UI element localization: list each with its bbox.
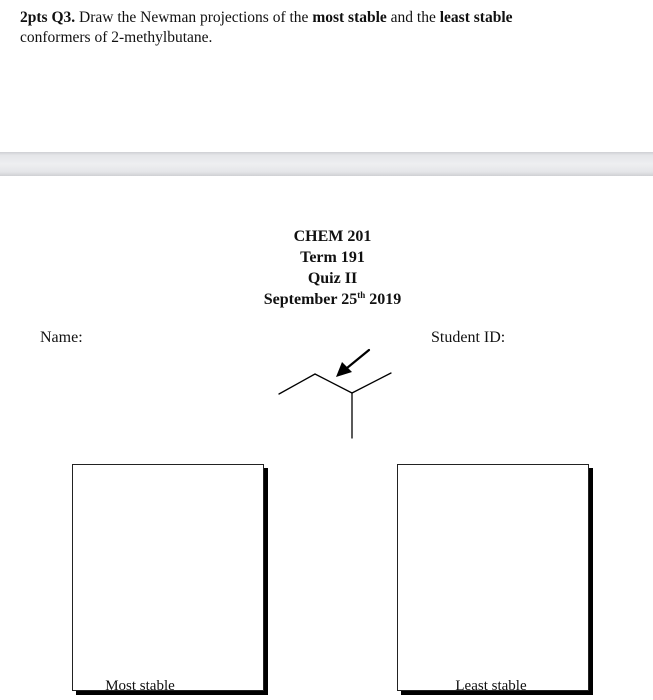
question-text-part-3: conformers of 2-methylbutane. <box>20 29 213 46</box>
methylbutane-skeletal-structure <box>270 340 400 445</box>
date-ordinal-suffix: th <box>357 290 366 300</box>
most-stable-answer-box[interactable] <box>72 464 264 691</box>
least-stable-caption: Least stable <box>455 678 527 694</box>
term-label: Term 191 <box>300 249 365 266</box>
question-emphasis-least-stable: least stable <box>439 9 513 26</box>
question-emphasis-most-stable: most stable <box>312 9 387 26</box>
quiz-label: Quiz II <box>307 270 358 287</box>
student-id-label: Student ID: <box>431 329 506 346</box>
question-number: Q3. <box>51 9 76 26</box>
date-year: 2019 <box>369 291 402 308</box>
bond-c2-c3 <box>315 374 352 393</box>
page-divider <box>0 152 653 176</box>
bond-c1-c2 <box>279 374 315 394</box>
most-stable-caption: Most stable <box>105 678 175 694</box>
bond-c3-c4 <box>352 373 391 393</box>
least-stable-answer-box[interactable] <box>397 464 589 691</box>
arrow-icon <box>336 350 369 377</box>
question-points: 2pts <box>20 9 48 26</box>
question-text <box>20 8 630 48</box>
question-text-part-1: Draw the Newman projections of the <box>79 9 309 26</box>
name-label: Name: <box>40 329 83 346</box>
quiz-header <box>200 226 465 310</box>
course-title: CHEM 201 <box>293 228 372 245</box>
quiz-date <box>200 289 465 310</box>
question-text-part-2: and the <box>390 9 436 26</box>
date-month-day: September 25 <box>263 291 358 308</box>
